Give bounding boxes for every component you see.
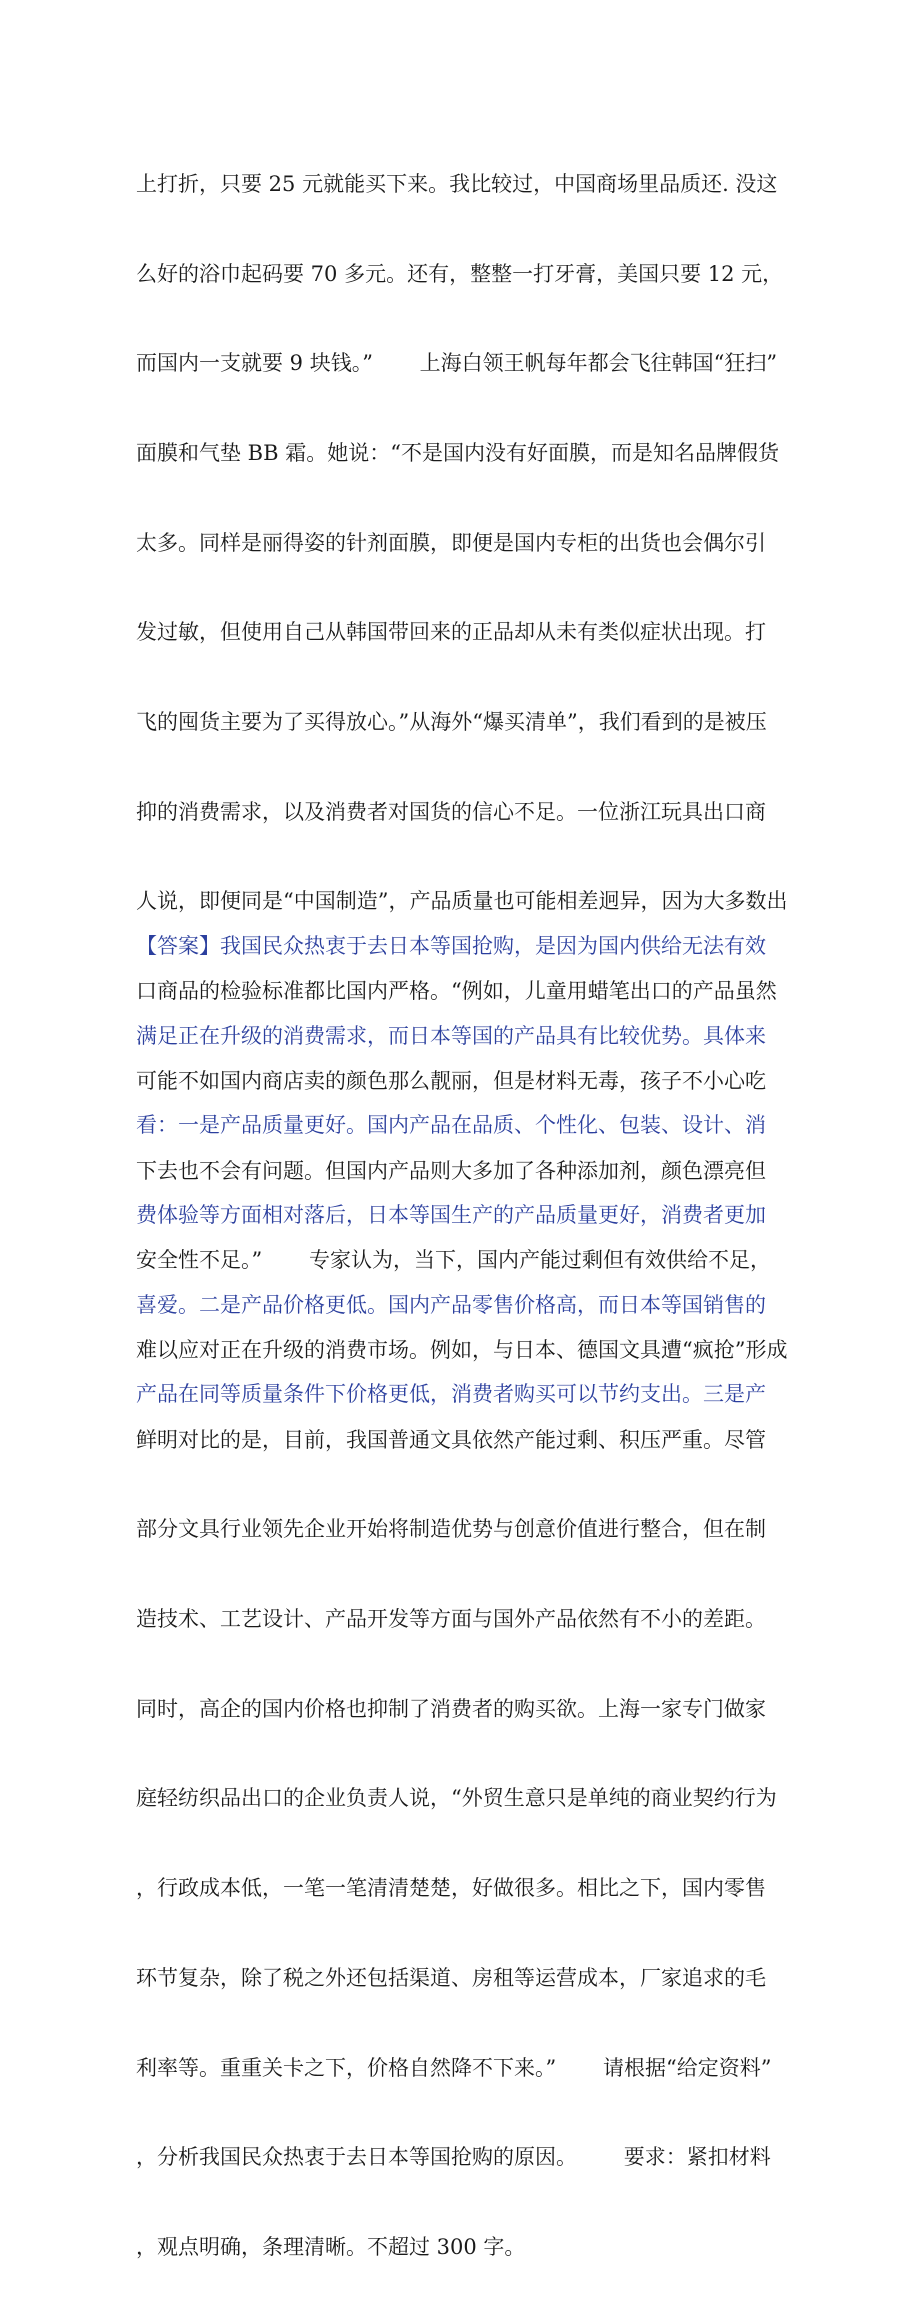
question-line: ，行政成本低，一笔一笔清清楚楚，好做很多。相比之下，国内零售	[136, 1876, 766, 1901]
question-line: 下去也不会有问题。但国内产品则大多加了各种添加剂，颜色漂亮但	[136, 1158, 766, 1183]
question-line: 太多。同样是丽得姿的针剂面膜，即便是国内专柜的出货也会偶尔引	[136, 530, 766, 555]
question-line: 抑的消费需求，以及消费者对国货的信心不足。一位浙江玩具出口商	[136, 799, 766, 824]
question-line: 发过敏，但使用自己从韩国带回来的正品却从未有类似症状出现。打	[136, 620, 766, 645]
answer-line: 满足正在升级的消费需求，而日本等国的产品具有比较优势。具体来	[136, 1023, 766, 1048]
answer-line: 看：一是产品质量更好。国内产品在品质、个性化、包装、设计、消	[136, 1113, 766, 1138]
answer-text	[136, 872, 786, 1470]
question-line: ，观点明确，条理清晰。不超过 300 字。	[136, 2234, 526, 2259]
question-line: 上打折，只要 25 元就能买下来。我比较过，中国商场里品质还. 没这	[136, 171, 778, 196]
question-line: 口商品的检验标准都比国内严格。“例如，儿童用蜡笔出口的产品虽然	[136, 979, 777, 1004]
question-line: 而国内一支就要 9 块钱。” 上海白领王帆每年都会飞往韩国“狂扫”	[136, 351, 778, 376]
question-line: 飞的囤货主要为了买得放心。”从海外“爆买清单”，我们看到的是被压	[136, 710, 767, 735]
answer-line: 【答案】我国民众热衷于去日本等国抢购，是因为国内供给无法有效	[136, 933, 766, 958]
question-line: 同时，高企的国内价格也抑制了消费者的购买欲。上海一家专门做家	[136, 1696, 766, 1721]
question-line: 部分文具行业领先企业开始将制造优势与创意价值进行整合，但在制	[136, 1517, 766, 1542]
question-line: 人说，即便同是“中国制造”，产品质量也可能相差迥异，因为大多数出	[136, 889, 788, 914]
question-line: 造技术、工艺设计、产品开发等方面与国外产品依然有不小的差距。	[136, 1607, 766, 1632]
question-line: 鲜明对比的是，目前，我国普通文具依然产能过剩、积压严重。尽管	[136, 1427, 766, 1452]
question-line: 面膜和气垫 BB 霜。她说：“不是国内没有好面膜，而是知名品牌假货	[136, 440, 779, 465]
answer-line: 费体验等方面相对落后，日本等国生产的产品质量更好，消费者更加	[136, 1202, 766, 1227]
question-line: 安全性不足。” 专家认为，当下，国内产能过剩但有效供给不足，	[136, 1248, 771, 1273]
question-line: 么好的浴巾起码要 70 多元。还有，整整一打牙膏，美国只要 12 元，	[136, 261, 784, 286]
answer-line: 产品在同等质量条件下价格更低，消费者购买可以节约支出。三是产	[136, 1382, 766, 1407]
question-line: 难以应对正在升级的消费市场。例如，与日本、德国文具遭“疯抢”形成	[136, 1337, 788, 1362]
question-line: 利率等。重重关卡之下，价格自然降不下来。” 请根据“给定资料”	[136, 2055, 772, 2080]
question-line: 庭轻纺织品出口的企业负责人说，“外贸生意只是单纯的商业契约行为	[136, 1786, 777, 1811]
question-line: 可能不如国内商店卖的颜色那么靓丽，但是材料无毒，孩子不小心吃	[136, 1068, 766, 1093]
question-line: ，分析我国民众热衷于去日本等国抢购的原因。 要求：紧扣材料	[136, 2145, 771, 2170]
answer-line: 喜爱。二是产品价格更低。国内产品零售价格高，而日本等国销售的	[136, 1292, 766, 1317]
question-line: 环节复杂，除了税之外还包括渠道、房租等运营成本，厂家追求的毛	[136, 1965, 766, 1990]
